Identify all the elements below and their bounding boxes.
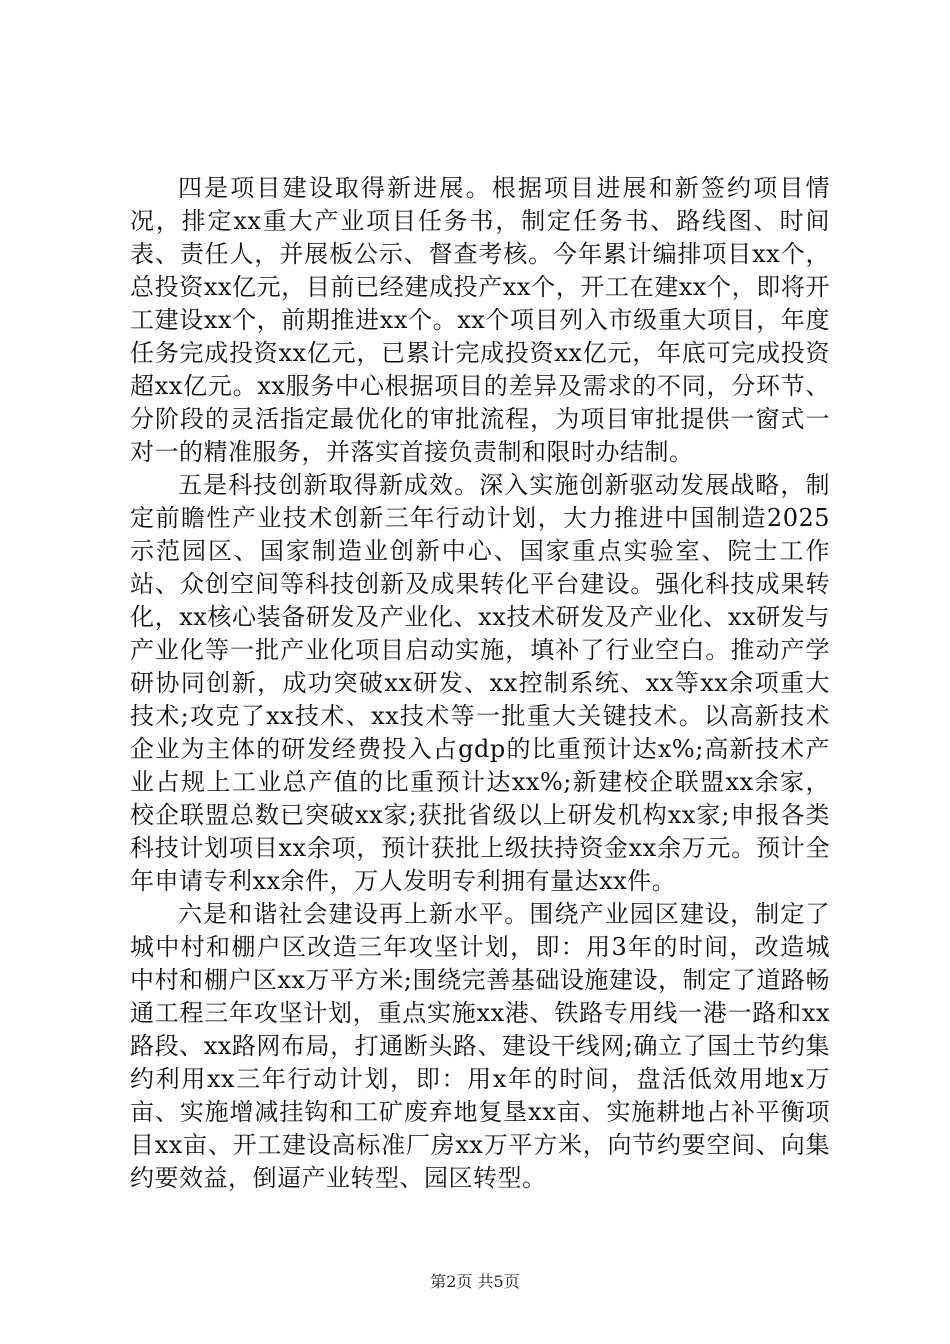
paragraph-tech-innovation: 五是科技创新取得新成效。深入实施创新驱动发展战略，制定前瞻性产业技术创新三年行动计划，大力推进中国制造2025示范园区、国家制造业创新中心、国家重点实验室、院士工作站、众创空间等科技创新及成果转化平台建设。强化科技成果转化，xx核心装备研发及产业化、xx技术研发及产业化、xx研发与产业化等一批产业化项目启动实施，填补了行业空白。推动产学研协同创新，成功突破xx研发、xx控制系统、xx等xx余项重大技术;攻克了xx技术、xx技术等一批重大关键技术。以高新技术企业为主体的研发经费投入占gdp的比重预计达x%;高新技术产业占规上工业总产值的比重预计达xx%;新建校企联盟xx余家，校企联盟总数已突破xx家;获批省级以上研发机构xx家;申报各类科技计划项目xx余项，预计获批上级扶持资金xx余万元。预计全年申请专利xx余件，万人发明专利拥有量达xx件。 — [130, 471, 830, 895]
paragraph-project-construction: 四是项目建设取得新进展。根据项目进展和新签约项目情况，排定xx重大产业项目任务书，制定任务书、路线图、时间表、责任人，并展板公示、督查考核。今年累计编排项目xx个，总投资xx亿元，目前已经建成投产xx个，开工在建xx个，即将开工建设xx个，前期推进xx个。xx个项目列入市级重大项目，年度任务完成投资xx亿元，已累计完成投资xx亿元，年底可完成投资超xx亿元。xx服务中心根据项目的差异及需求的不同，分环节、分阶段的灵活指定最优化的审批流程，为项目审批提供一窗式一对一的精准服务，并落实首接负责制和限时办结制。 — [130, 174, 830, 466]
document-body — [130, 172, 830, 1195]
page-number-footer: 第2页 共5页 — [430, 1272, 520, 1291]
paragraph-social-construction: 六是和谐社会建设再上新水平。围绕产业园区建设，制定了城中村和棚户区改造三年攻坚计划，即：用3年的时间，改造城中村和棚户区xx万平方米;围绕完善基础设施建设，制定了道路畅通工程三年攻坚计划，重点实施xx港、铁路专用线一港一路和xx路段、xx路网布局，打通断头路、建设干线网;确立了国土节约集约利用xx三年行动计划，即：用x年的时间，盘活低效用地x万亩、实施增减挂钩和工矿废弃地复垦xx亩、实施耕地占补平衡项目xx亩、开工建设高标准厂房xx万平方米，向节约要空间、向集约要效益，倒逼产业转型、园区转型。 — [130, 900, 830, 1192]
